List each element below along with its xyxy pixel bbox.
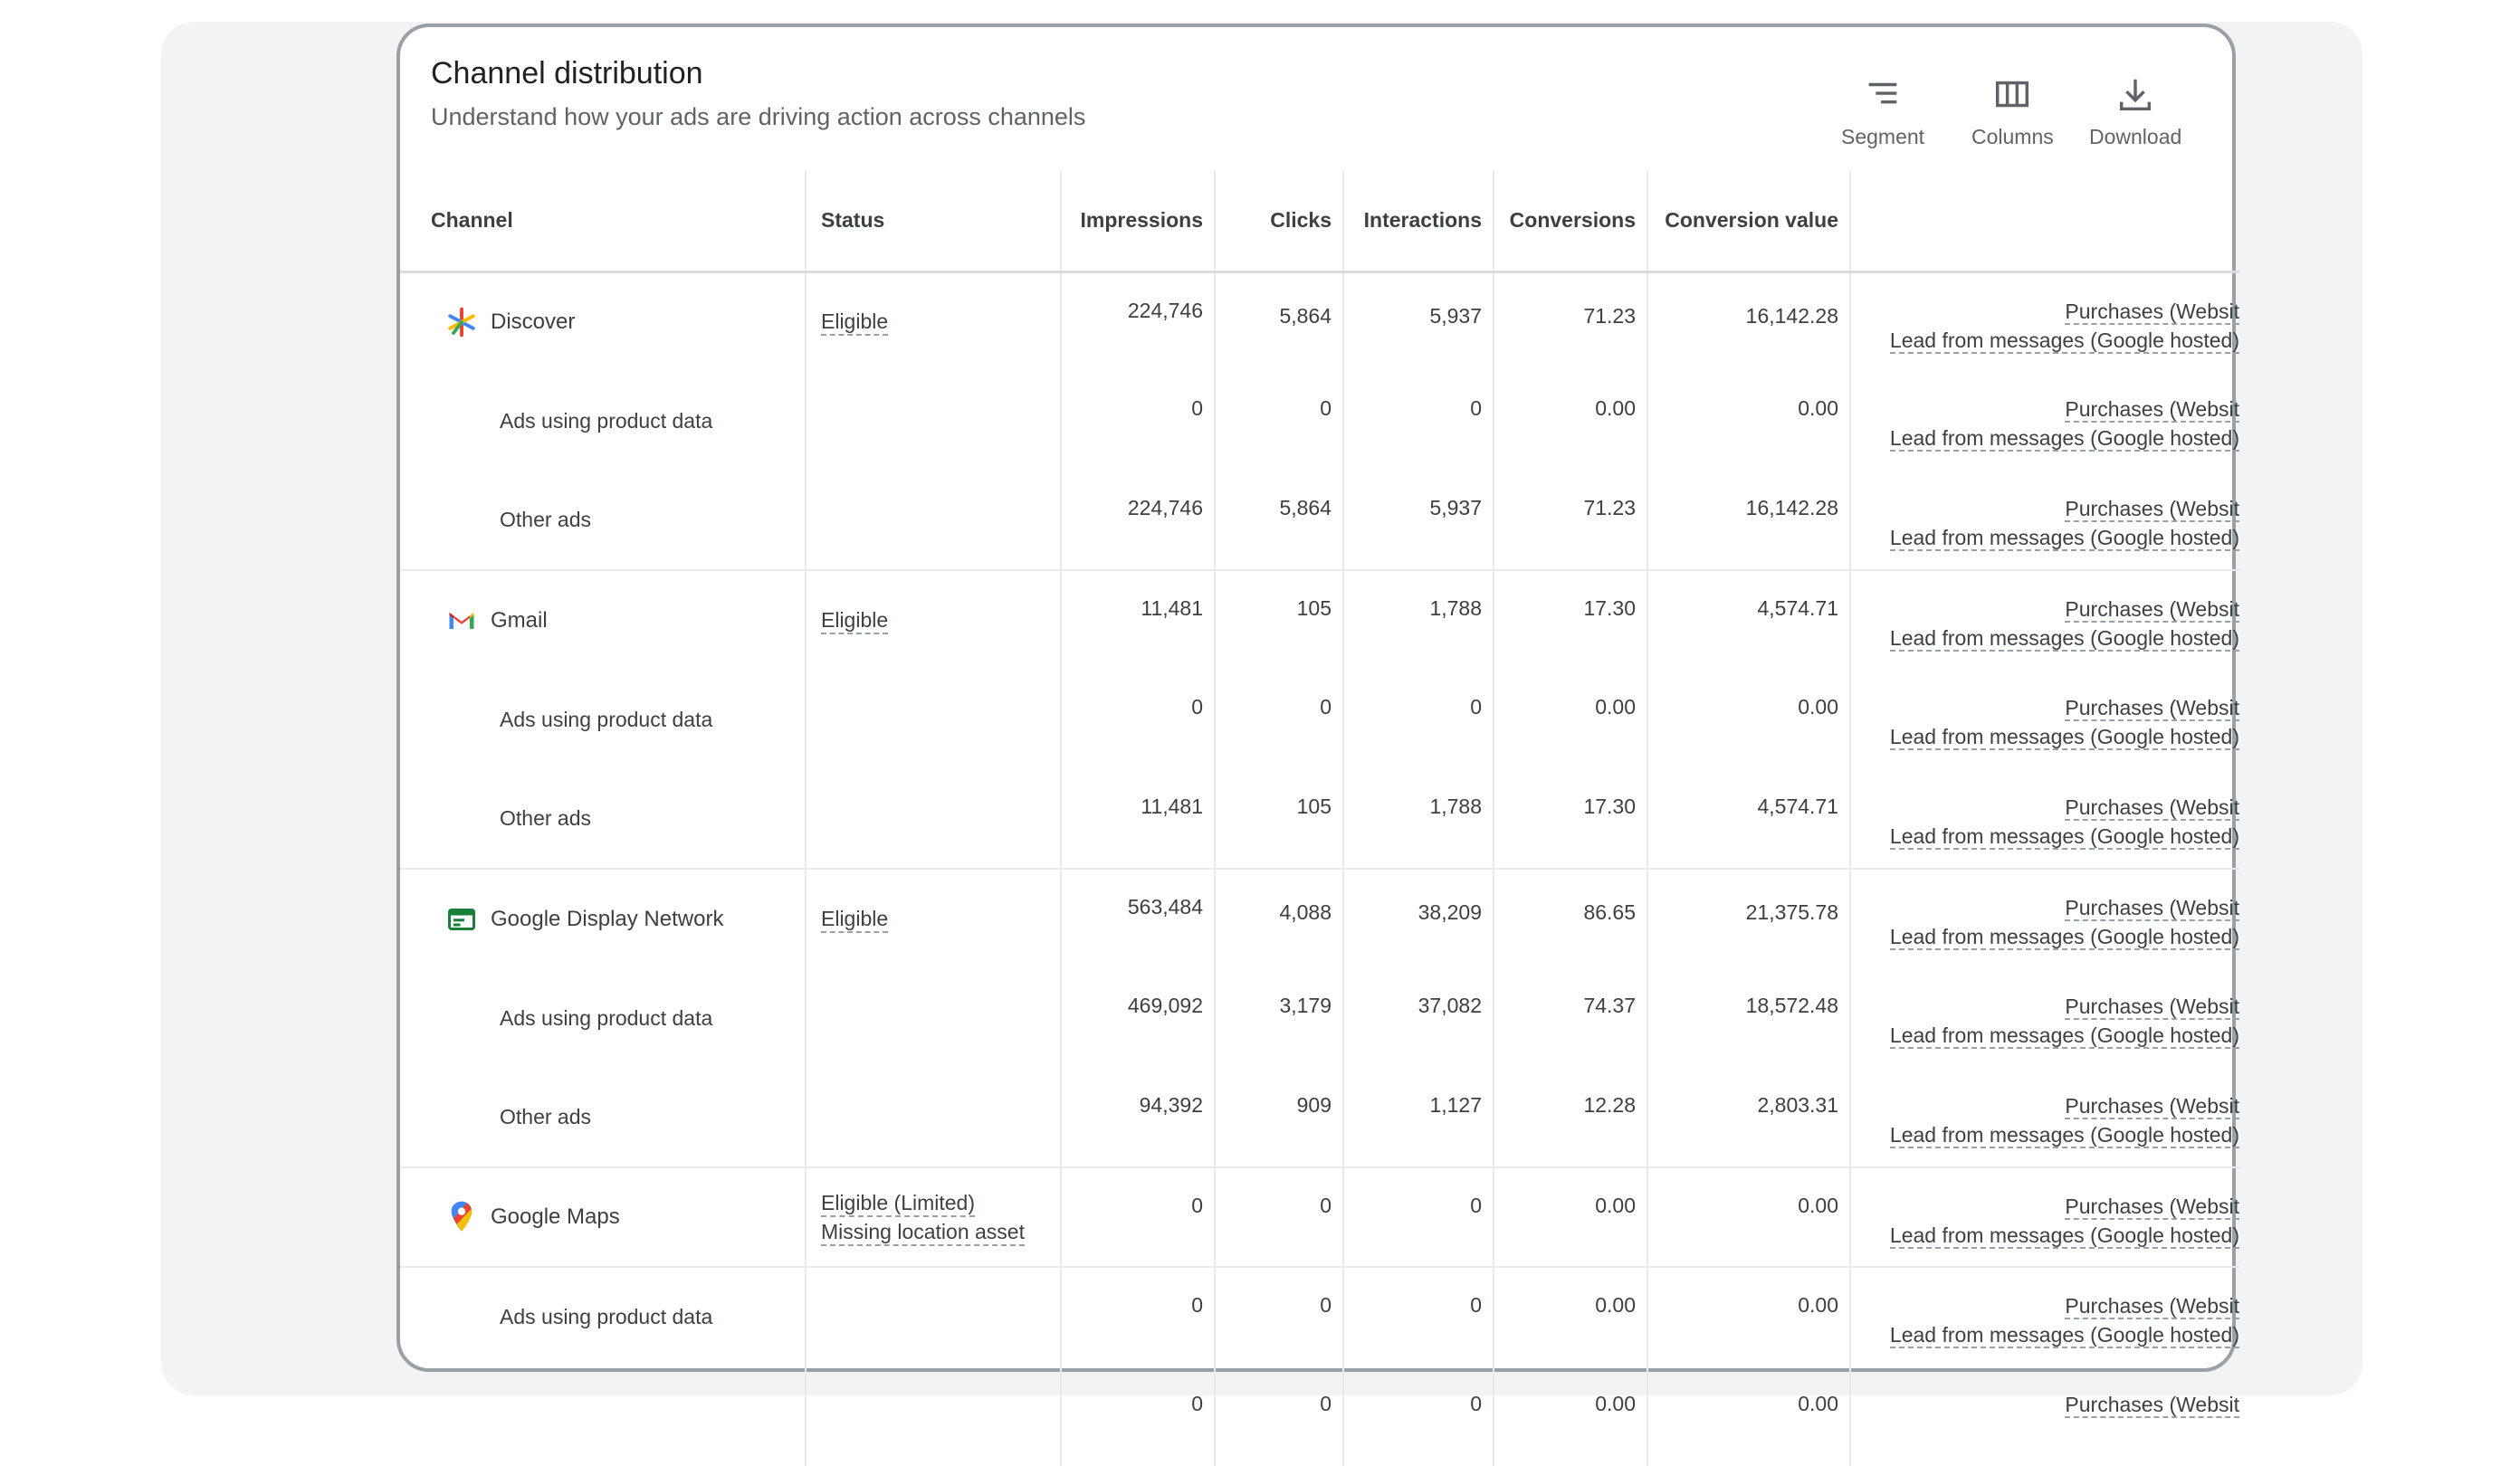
goal-link[interactable]: Lead from messages (Google hosted) <box>1889 725 2239 748</box>
goal-link[interactable]: Purchases (Websit <box>2065 299 2239 323</box>
status-reason[interactable]: Missing location asset <box>821 1220 1025 1246</box>
col-header-clicks[interactable]: Clicks <box>1215 170 1343 271</box>
conversion-value-cell: 0.00 <box>1647 1267 1850 1366</box>
goal-link[interactable]: Purchases (Websit <box>2065 1195 2239 1218</box>
conversion-value-cell: 0.00 <box>1647 1167 1850 1267</box>
status-text[interactable]: Eligible <box>821 608 888 634</box>
table-row <box>400 1167 2239 1267</box>
card-subtitle: Understand how your ads are driving action across channels <box>431 103 1086 130</box>
sub-channel-name: Ads using product data <box>500 707 713 731</box>
clicks-cell: 105 <box>1215 570 1343 670</box>
conversion-goals-cell <box>1850 670 2239 769</box>
clicks-cell: 5,864 <box>1215 471 1343 570</box>
interactions-cell: 0 <box>1343 670 1494 769</box>
goal-link[interactable]: Lead from messages (Google hosted) <box>1889 526 2239 549</box>
interactions-cell: 0 <box>1343 1366 1494 1466</box>
status-cell <box>806 1366 1061 1466</box>
download-label: Download <box>2089 125 2182 148</box>
goal-link[interactable]: Purchases (Websit <box>2065 1393 2239 1416</box>
interactions-cell: 1,127 <box>1343 1068 1494 1167</box>
sub-channel-name: Ads using product data <box>500 1305 713 1328</box>
impressions-cell: 11,481 <box>1061 570 1215 670</box>
conversion-goals-cell <box>1850 1068 2239 1167</box>
conversions-cell: 0.00 <box>1494 1267 1647 1366</box>
status-text[interactable]: Eligible <box>821 907 888 933</box>
segment-button[interactable] <box>1841 74 1924 149</box>
status-cell <box>806 1167 1061 1267</box>
columns-label: Columns <box>1971 125 2054 148</box>
channel-cell <box>400 570 806 670</box>
goal-link[interactable]: Purchases (Websit <box>2065 795 2239 819</box>
interactions-cell: 0 <box>1343 1267 1494 1366</box>
channel-cell <box>400 471 806 570</box>
goal-link[interactable]: Purchases (Websit <box>2065 1294 2239 1318</box>
table-row <box>400 1267 2239 1366</box>
conversions-cell: 17.30 <box>1494 769 1647 869</box>
status-cell <box>806 371 1061 471</box>
clicks-cell: 4,088 <box>1215 869 1343 968</box>
goal-link[interactable]: Lead from messages (Google hosted) <box>1889 626 2239 650</box>
display-network-icon <box>444 901 480 938</box>
status-cell <box>806 570 1061 670</box>
channel-cell <box>400 1267 806 1366</box>
table-row <box>400 869 2239 968</box>
status-text[interactable]: Eligible (Limited) <box>821 1191 975 1217</box>
col-header-impressions[interactable]: Impressions <box>1061 170 1215 271</box>
conversion-goals-cell <box>1850 1267 2239 1366</box>
goal-link[interactable]: Purchases (Websit <box>2065 597 2239 621</box>
columns-button[interactable] <box>1971 74 2054 149</box>
col-header-status[interactable]: Status <box>806 170 1061 271</box>
interactions-cell: 37,082 <box>1343 968 1494 1068</box>
clicks-cell: 3,179 <box>1215 968 1343 1068</box>
conversion-goals-cell <box>1850 570 2239 670</box>
goal-link[interactable]: Lead from messages (Google hosted) <box>1889 1223 2239 1247</box>
interactions-cell: 1,788 <box>1343 570 1494 670</box>
table-row <box>400 570 2239 670</box>
channel-cell <box>400 1366 806 1466</box>
table-row <box>400 968 2239 1068</box>
conversion-value-cell: 0.00 <box>1647 371 1850 471</box>
goal-link[interactable]: Lead from messages (Google hosted) <box>1889 328 2239 352</box>
impressions-cell: 94,392 <box>1061 1068 1215 1167</box>
conversions-cell: 0.00 <box>1494 1366 1647 1466</box>
goal-link[interactable]: Purchases (Websit <box>2065 896 2239 919</box>
channel-cell <box>400 968 806 1068</box>
conversion-goals-cell <box>1850 769 2239 869</box>
goal-link[interactable]: Lead from messages (Google hosted) <box>1889 426 2239 450</box>
sub-channel-name: Other ads <box>500 806 591 830</box>
clicks-cell: 0 <box>1215 371 1343 471</box>
gmail-icon <box>444 603 480 639</box>
channel-cell <box>400 1068 806 1167</box>
impressions-cell: 563,484 <box>1061 869 1215 968</box>
col-header-conversions[interactable]: Conversions <box>1494 170 1647 271</box>
impressions-cell: 0 <box>1061 371 1215 471</box>
status-cell <box>806 769 1061 869</box>
conversion-value-cell: 18,572.48 <box>1647 968 1850 1068</box>
interactions-cell: 1,788 <box>1343 769 1494 869</box>
impressions-cell: 224,746 <box>1061 471 1215 570</box>
clicks-cell: 5,864 <box>1215 271 1343 371</box>
status-text[interactable]: Eligible <box>821 309 888 336</box>
segment-label: Segment <box>1841 125 1925 148</box>
conversion-value-cell: 0.00 <box>1647 1366 1850 1466</box>
conversion-goals-cell <box>1850 869 2239 968</box>
conversion-value-cell: 0.00 <box>1647 670 1850 769</box>
status-cell <box>806 869 1061 968</box>
clicks-cell: 0 <box>1215 1167 1343 1267</box>
table-header-row <box>400 170 2239 271</box>
conversions-cell: 0.00 <box>1494 670 1647 769</box>
channel-name[interactable]: Discover <box>491 309 576 334</box>
interactions-cell: 0 <box>1343 1167 1494 1267</box>
channel-cell <box>400 869 806 968</box>
conversions-cell: 86.65 <box>1494 869 1647 968</box>
status-cell <box>806 968 1061 1068</box>
channel-cell <box>400 769 806 869</box>
col-header-conversion-value[interactable]: Conversion value <box>1647 170 1850 271</box>
conversion-goals-cell <box>1850 968 2239 1068</box>
impressions-cell: 0 <box>1061 670 1215 769</box>
conversion-goals-cell <box>1850 271 2239 371</box>
conversions-cell: 71.23 <box>1494 471 1647 570</box>
impressions-cell: 0 <box>1061 1267 1215 1366</box>
clicks-cell: 105 <box>1215 769 1343 869</box>
impressions-cell: 0 <box>1061 1167 1215 1267</box>
interactions-cell: 5,937 <box>1343 271 1494 371</box>
conversion-value-cell: 4,574.71 <box>1647 769 1850 869</box>
conversion-value-cell: 21,375.78 <box>1647 869 1850 968</box>
sub-channel-name: Ads using product data <box>500 1005 713 1030</box>
impressions-cell: 224,746 <box>1061 271 1215 371</box>
conversion-goals-cell <box>1850 1366 2239 1466</box>
google-maps-icon <box>444 1199 480 1235</box>
conversions-cell: 74.37 <box>1494 968 1647 1068</box>
status-cell <box>806 670 1061 769</box>
conversion-goals-cell <box>1850 1167 2239 1267</box>
conversion-goals-cell <box>1850 471 2239 570</box>
segment-icon <box>1862 74 1904 116</box>
conversions-cell: 12.28 <box>1494 1068 1647 1167</box>
status-cell <box>806 1068 1061 1167</box>
status-cell <box>806 471 1061 570</box>
conversions-cell: 71.23 <box>1494 271 1647 371</box>
goal-link[interactable]: Lead from messages (Google hosted) <box>1889 1123 2239 1147</box>
goal-link[interactable]: Purchases (Websit <box>2065 397 2239 421</box>
channel-cell <box>400 371 806 471</box>
goal-link[interactable]: Lead from messages (Google hosted) <box>1889 925 2239 948</box>
goal-link[interactable]: Lead from messages (Google hosted) <box>1889 1323 2239 1347</box>
channel-distribution-card <box>396 24 2239 1416</box>
impressions-cell: 469,092 <box>1061 968 1215 1068</box>
clicks-cell: 0 <box>1215 1366 1343 1466</box>
download-icon <box>2114 74 2156 116</box>
channel-name[interactable]: Gmail <box>491 607 548 633</box>
col-header-interactions[interactable]: Interactions <box>1343 170 1494 271</box>
channel-cell <box>400 1167 806 1267</box>
impressions-cell: 0 <box>1061 1366 1215 1466</box>
goal-link[interactable]: Purchases (Websit <box>2065 995 2239 1018</box>
conversion-goals-cell <box>1850 371 2239 471</box>
table-row <box>400 769 2239 869</box>
table-row <box>400 1068 2239 1167</box>
goal-link[interactable]: Purchases (Websit <box>2065 696 2239 719</box>
table-row <box>400 271 2239 371</box>
card-title: Channel distribution <box>431 56 703 90</box>
sub-channel-name: Other ads <box>500 1105 591 1128</box>
conversion-value-cell: 2,803.31 <box>1647 1068 1850 1167</box>
conversions-cell: 0.00 <box>1494 371 1647 471</box>
interactions-cell: 5,937 <box>1343 471 1494 570</box>
goal-link[interactable]: Purchases (Websit <box>2065 1094 2239 1118</box>
download-button[interactable] <box>2089 74 2181 149</box>
discover-icon <box>444 304 480 340</box>
conversions-cell: 17.30 <box>1494 570 1647 670</box>
channel-cell <box>400 670 806 769</box>
status-cell <box>806 271 1061 371</box>
goal-link[interactable]: Lead from messages (Google hosted) <box>1889 824 2239 848</box>
goal-link[interactable]: Lead from messages (Google hosted) <box>1889 1023 2239 1047</box>
col-header-channel[interactable]: Channel <box>400 170 806 271</box>
channel-table <box>400 170 2239 1466</box>
channel-cell <box>400 271 806 371</box>
channel-name[interactable]: Google Display Network <box>491 906 724 931</box>
sub-channel-name: Ads using product data <box>500 408 713 433</box>
col-header-conversion-goals <box>1850 170 2239 271</box>
impressions-cell: 11,481 <box>1061 769 1215 869</box>
table-row <box>400 371 2239 471</box>
channel-name[interactable]: Google Maps <box>491 1204 620 1229</box>
status-cell <box>806 1267 1061 1366</box>
conversions-cell: 0.00 <box>1494 1167 1647 1267</box>
interactions-cell: 0 <box>1343 371 1494 471</box>
sub-channel-name: Other ads <box>500 508 591 531</box>
table-row <box>400 670 2239 769</box>
interactions-cell: 38,209 <box>1343 869 1494 968</box>
conversion-value-cell: 16,142.28 <box>1647 271 1850 371</box>
columns-icon <box>1991 74 2033 116</box>
clicks-cell: 909 <box>1215 1068 1343 1167</box>
table-row <box>400 1366 2239 1466</box>
goal-link[interactable]: Purchases (Websit <box>2065 497 2239 520</box>
conversion-value-cell: 4,574.71 <box>1647 570 1850 670</box>
clicks-cell: 0 <box>1215 1267 1343 1366</box>
conversion-value-cell: 16,142.28 <box>1647 471 1850 570</box>
table-row <box>400 471 2239 570</box>
clicks-cell: 0 <box>1215 670 1343 769</box>
